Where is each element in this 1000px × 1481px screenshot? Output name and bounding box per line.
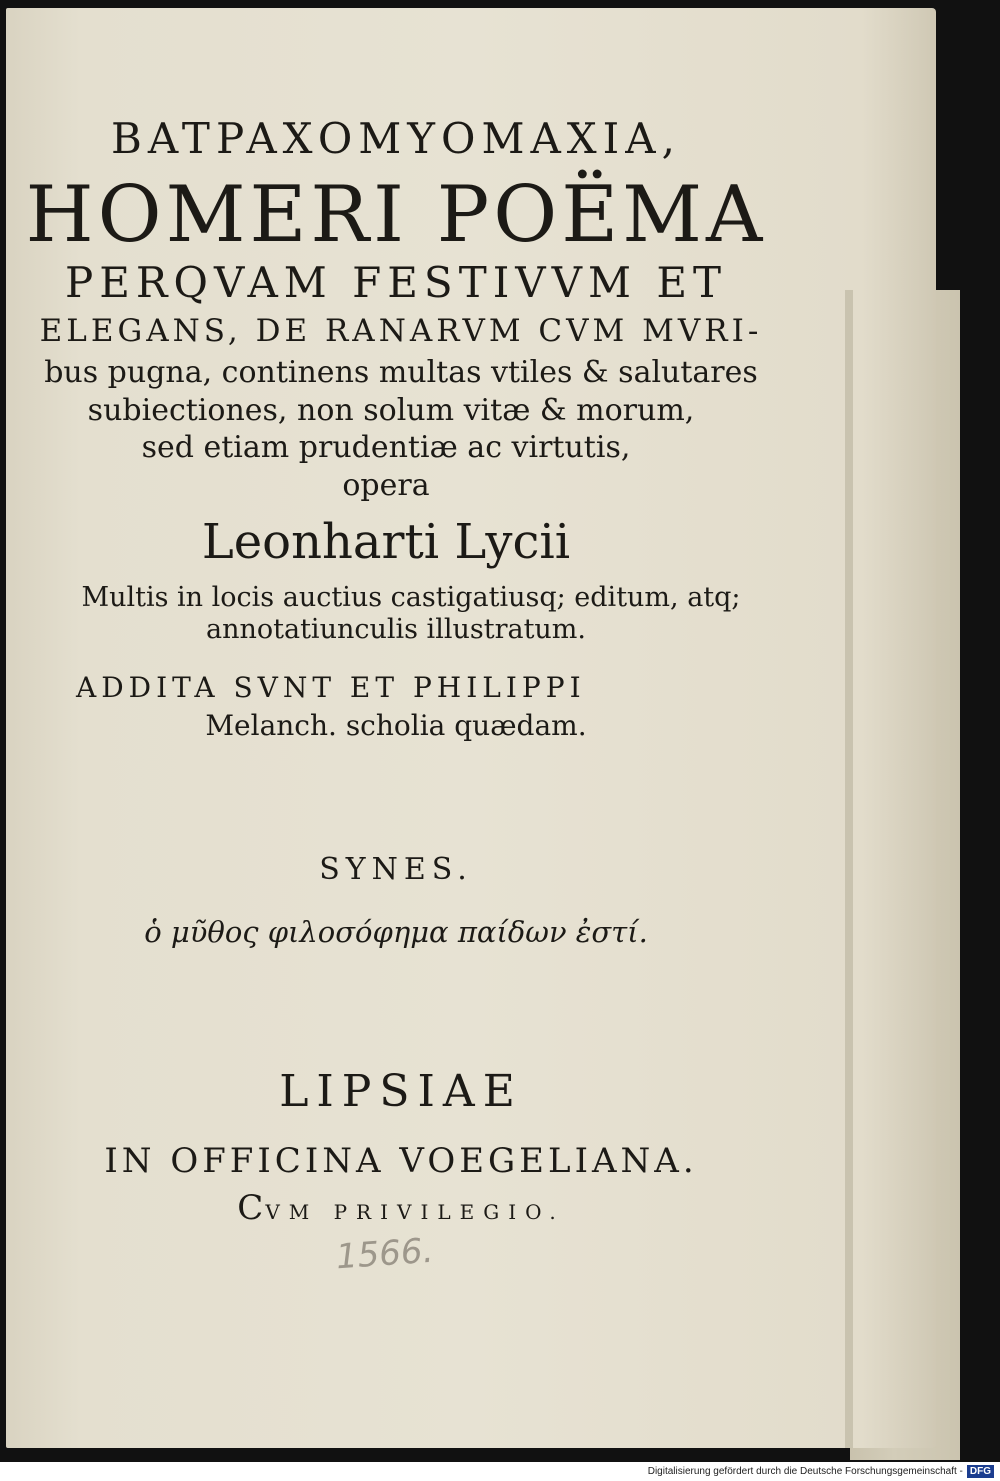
author-name: Leonharti Lycii	[201, 514, 571, 570]
main-title: HOMERI POËMA	[25, 170, 767, 260]
epigraph-greek: ὁ μῦθος φιλοσόφημα παίδων ἐστί.	[144, 915, 648, 949]
title-line-10: Multis in locis auctius castigatiusq; editum, atq;	[81, 582, 741, 613]
footer-bar	[0, 1462, 1000, 1481]
title-line-11: annotatiunculis illustratum.	[206, 614, 586, 645]
tab-shadow	[845, 290, 853, 1448]
pencil-date-note: 1566.	[334, 1230, 435, 1278]
title-line-4: ELEGANS, DE RANARVM CVM MVRI-	[39, 313, 763, 349]
title-line-13: Melanch. scholia quædam.	[205, 709, 587, 742]
privilege-rest: VM PRIVILEGIO.	[265, 1200, 565, 1224]
privilege-initial: C	[237, 1188, 266, 1228]
title-page	[6, 8, 936, 1448]
dfg-logo: DFG	[967, 1465, 994, 1478]
imprint-privilege	[6, 1188, 796, 1228]
imprint-city: LIPSIAE	[279, 1066, 523, 1117]
imprint-printer: IN OFFICINA VOEGELIANA.	[104, 1141, 698, 1181]
title-line-7: sed etiam prudentiæ ac virtutis,	[141, 430, 631, 465]
greek-title: BATPAXOMYOMAXIA,	[111, 114, 681, 163]
title-line-5: bus pugna, continens multas vtiles & salutares	[44, 355, 758, 390]
title-line-12: ADDITA SVNT ET PHILIPPI	[76, 671, 586, 704]
title-line-6: subiectiones, non solum vitæ & morum,	[87, 393, 695, 428]
title-line-3: PERQVAM FESTIVVM ET	[64, 258, 727, 307]
epigraph-author: SYNES.	[319, 852, 473, 887]
funding-credit: Digitalisierung gefördert durch die Deutsche Forschungsgemeinschaft -	[647, 1466, 963, 1477]
title-line-8: opera	[342, 468, 430, 503]
